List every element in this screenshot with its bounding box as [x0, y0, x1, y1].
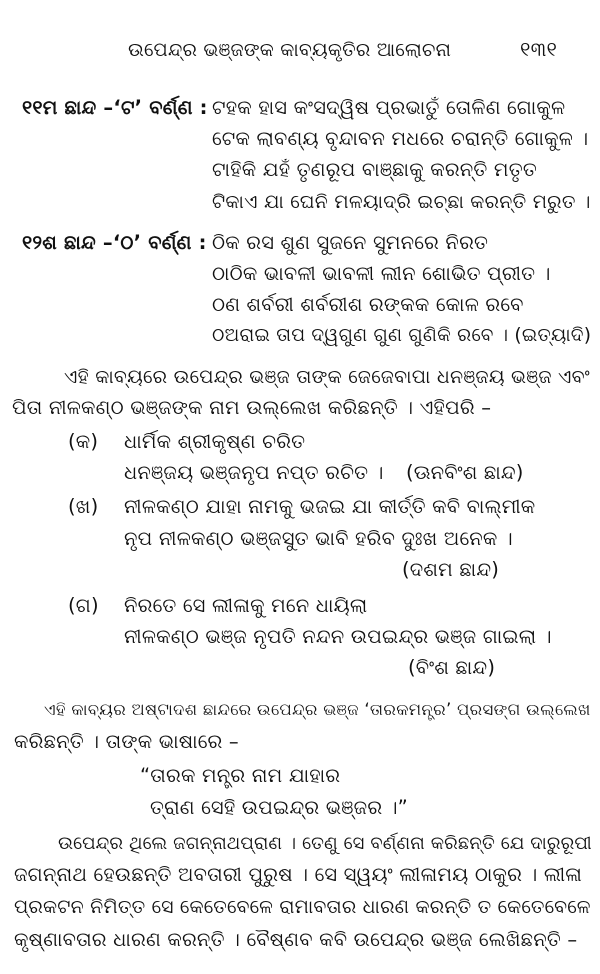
quote-line: ନିରତେ ସେ ଲୀଳାକୁ ମନେ ଧାୟିଲା: [124, 594, 368, 617]
paragraph-line: ଜଗନ୍ନାଥ ହେଉଛନ୍ତି ଅବତାରୀ ପୁରୁଷ । ସେ ସ୍ୱୟଂ ଲୀଳାମୟ ଠାକୁର । ଲୀଳା: [14, 863, 583, 886]
verse-line: ଠଣ ଶର୍ବରୀ ଶର୍ବରୀଶ ରଙ୍କକ କୋଳ ରବେ: [212, 293, 524, 316]
list-marker: (କ): [68, 430, 99, 453]
paragraph-line: ଏହି କାବ୍ୟରେ ଉପେନ୍ଦ୍ର ଭଞ୍ଜ ତାଙ୍କ ଜେଜେବାପା ଧନଞ୍ଜୟ ଭଞ୍ଜ ଏବଂ: [64, 365, 590, 388]
paragraph-line: କରିଛନ୍ତି । ତାଙ୍କ ଭାଷାରେ –: [14, 730, 239, 753]
quote-source: (ଦଶମ ଛାନ୍ଦ): [402, 558, 500, 581]
paragraph-line: ପ୍ରକଟନ ନିମିତ୍ତ ସେ କେତେବେଳେ ରାମାବତାର ଧାରଣ କରନ୍ତି ତ କେତେବେଳେ: [14, 896, 591, 918]
quote-line: ଧନଞ୍ଜୟ ଭଞ୍ଜନୃପ ନପ୍ତ ରଚିତ ।: [124, 461, 384, 484]
quote-line: ନୀଳକଣ୍ଠ ଭଞ୍ଜ ନୃପତି ନନ୍ଦନ ଉପଇନ୍ଦ୍ର ଭଞ୍ଜ ଗାଇଲା ।: [124, 625, 552, 648]
quote-source: (ଊନବିଂଶ ଛାନ୍ଦ): [406, 461, 524, 484]
quote-line: ଧାର୍ମିକ ଶ୍ରୀକୃଷ୍ଣ ଚରିତ: [124, 430, 306, 453]
verse-line: ଠିକ ରସ ଶୁଣ ସୁଜନେ ସୁମନରେ ନିରତ: [212, 231, 489, 254]
list-marker: (ଗ): [68, 594, 99, 617]
paragraph-line: କୃଷ୍ଣାବତାର ଧାରଣ କରନ୍ତି । ବୈଷ୍ଣବ କବି ଉପେନ୍ଦ୍ର ଭଞ୍ଜ ଲେଖିଛନ୍ତି –: [14, 928, 578, 951]
verse-line: ଟହକ ହାସ କଂସଦ୍ୱିଷ ପ୍ରଭାତୁଁ ତୋଳିଣ ଗୋକୁଳ: [212, 96, 566, 119]
quote-source: (ବିଂଶ ଛାନ୍ଦ): [408, 656, 496, 679]
chhanda-11-label: ୧୧ମ ଛାନ୍ଦ –‘ଟ’ ବର୍ଣ୍ଣ :: [22, 96, 208, 119]
quote-line: ନୃପ ନୀଳକଣ୍ଠ ଭଞ୍ଜସୁତ ଭାବି ହରିବ ଦୁଃଖ ଅନେକ ।: [124, 527, 513, 550]
verse-line: ଠାଠିକ ଭାବଳୀ ଭାବଳୀ ଲୀନ ଶୋଭିତ ପ୍ରୀତ ।: [212, 262, 551, 285]
mantra-quote-line: “ତାରକ ମନ୍ତ୍ର ନାମ ଯାହାର: [140, 764, 341, 787]
paragraph-line: ପିତା ନୀଳକଣ୍ଠ ଭଞ୍ଜଙ୍କ ନାମ ଉଲ୍ଲେଖ କରିଛନ୍ତି । ଏହିପରି –: [12, 396, 492, 419]
running-header: ଉପେନ୍ଦ୍ର ଭଞ୍ଜଙ୍କ କାବ୍ୟକୃତିର ଆଲୋଚନା: [128, 39, 452, 61]
list-marker: (ଖ): [68, 495, 99, 518]
verse-line: ଟିକାଏ ଯା ଘେନି ମଳୟାଦ୍ରି ଇଚ୍ଛା କରନ୍ତି ମରୁତ ।: [212, 190, 591, 213]
verse-line: ଟେକ ଲାବଣ୍ୟ ବୃନ୍ଦାବନ ମଧରେ ଚରାନ୍ତି ଗୋକୁଳ ।: [212, 127, 589, 150]
page-number: ୧୩୧: [520, 37, 558, 61]
paragraph-line: ଉପେନ୍ଦ୍ର ଥିଲେ ଜଗନ୍ନାଥପ୍ରାଣ । ତେଣୁ ସେ ବର୍ଣ୍ଣନା କରିଛନ୍ତି ଯେ ଦାରୁରୂପୀ: [58, 833, 592, 854]
verse-line: ଟାହିକି ଯହଁ ତୃଣରୂପ ବାଞ୍ଛାକୁ କରନ୍ତି ମତୃତ: [212, 158, 537, 181]
mantra-quote-line: ତ୍ରାଣ ସେହି ଉପଇନ୍ଦ୍ର ଭଞ୍ଜର ।”: [150, 796, 408, 819]
verse-line: ଠଅରାଇ ତାପ ଦ୍ୱଗୁଣ ଗୁଣ ଗୁଣିକି ରବେ । (ଇତ୍ୟାଦି): [212, 325, 592, 346]
paragraph-line: ଏହି କାବ୍ୟର ଅଷ୍ଟାଦଶ ଛାନ୍ଦରେ ଉପେନ୍ଦ୍ର ଭଞ୍ଜ ‘ତାରକମନ୍ତ୍ର’ ପ୍ରସଙ୍ଗ ଉଲ୍ଲେଖ: [44, 699, 591, 719]
quote-line: ନୀଳକଣ୍ଠ ଯାହା ନାମକୁ ଭଜଇ ଯା କୀର୍ତ୍ତି କବି ବାଲ୍ମୀକ: [124, 495, 536, 518]
chhanda-12-label: ୧୨ଶ ଛାନ୍ଦ –‘ଠ’ ବର୍ଣ୍ଣ :: [22, 231, 207, 254]
